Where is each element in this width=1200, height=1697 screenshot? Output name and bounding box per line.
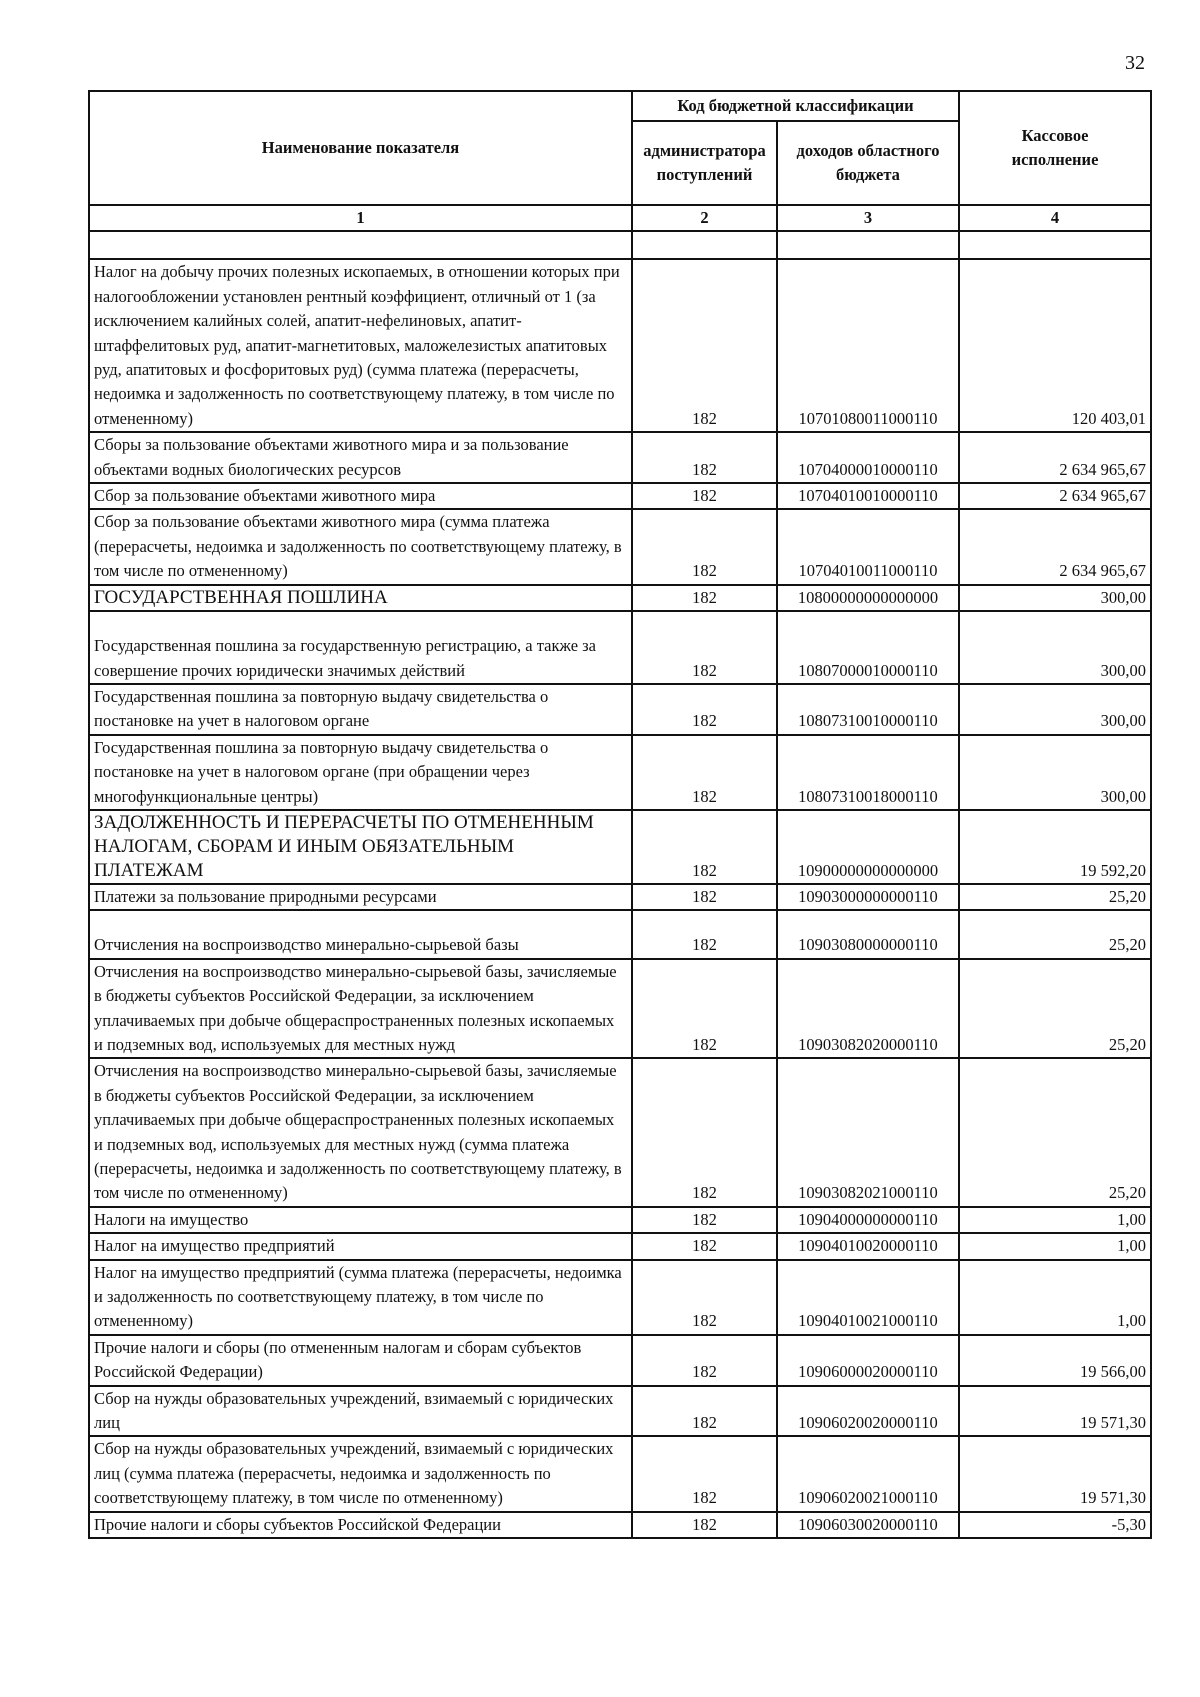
row-budget-code: 10904000000000110 (777, 1207, 959, 1233)
column-number: 1 (89, 205, 632, 231)
header-execution (959, 91, 1151, 205)
row-name-cell (89, 910, 632, 958)
column-number: 2 (632, 205, 777, 231)
row-admin-code: 182 (632, 611, 777, 684)
column-number: 3 (777, 205, 959, 231)
row-name: Отчисления на воспроизводство минерально-сырьевой базы (94, 935, 519, 955)
header-income-line2: бюджета (836, 165, 900, 184)
row-name: Платежи за пользование природными ресурсами (89, 884, 632, 910)
row-amount: 2 634 965,67 (959, 509, 1151, 584)
row-name-cell (89, 611, 632, 684)
row-budget-code: 10906030020000110 (777, 1512, 959, 1538)
table-row (89, 585, 1151, 611)
row-admin-code: 182 (632, 1260, 777, 1335)
row-amount: 25,20 (959, 959, 1151, 1059)
row-budget-code: 10904010020000110 (777, 1233, 959, 1259)
table-row (89, 735, 1151, 810)
budget-table (88, 90, 1152, 1539)
row-name: Налог на имущество предприятий (89, 1233, 632, 1259)
row-name: Налог на добычу прочих полезных ископаемых, в отношении которых при налогообложении установлен рентный коэффициент, отличный от 1 (за исключением калийных солей, апатит-нефелиновых, апатит-штаффелитовых руд, апатит-магнетитовых, маложелезистых апатитовых руд, апатитовых и фосфоритовых руд) (сумма платежа (перерасчеты, недоимка и задолженность по соответствующему платежу, в том числе по отмененному) (89, 259, 632, 432)
row-amount: 25,20 (959, 1058, 1151, 1206)
row-admin-code: 182 (632, 259, 777, 432)
row-amount: 300,00 (959, 611, 1151, 684)
table-row (89, 684, 1151, 735)
row-name: ГОСУДАРСТВЕННАЯ ПОШЛИНА (89, 585, 632, 611)
row-name: Сборы за пользование объектами животного мира и за пользование объектами водных биологических ресурсов (89, 432, 632, 483)
row-amount: 2 634 965,67 (959, 483, 1151, 509)
table-row (89, 1058, 1151, 1206)
table-row (89, 1512, 1151, 1538)
table-row (89, 259, 1151, 432)
table-row (89, 959, 1151, 1059)
column-number: 4 (959, 205, 1151, 231)
row-budget-code: 10903082020000110 (777, 959, 959, 1059)
row-name: Государственная пошлина за повторную выдачу свидетельства о постановке на учет в налоговом органе (89, 684, 632, 735)
header-income-line1: доходов областного (796, 140, 940, 160)
row-admin-code: 182 (632, 884, 777, 910)
row-name: Сбор на нужды образовательных учреждений, взимаемый с юридических лиц (89, 1386, 632, 1437)
row-admin-code: 182 (632, 1207, 777, 1233)
row-name: Сбор за пользование объектами животного мира (89, 483, 632, 509)
row-admin-code: 182 (632, 432, 777, 483)
row-amount: 300,00 (959, 684, 1151, 735)
table-row (89, 810, 1151, 884)
row-name: Сбор на нужды образовательных учреждений, взимаемый с юридических лиц (сумма платежа (перерасчеты, недоимка и задолженность по соответствующему платежу, в том числе по отмененному) (89, 1436, 632, 1511)
table-row (89, 1260, 1151, 1335)
row-amount: 1,00 (959, 1260, 1151, 1335)
row-name: Прочие налоги и сборы (по отмененным налогам и сборам субъектов Российской Федерации) (89, 1335, 632, 1386)
table-row (89, 1436, 1151, 1511)
row-budget-code: 10807310010000110 (777, 684, 959, 735)
table-row (89, 1207, 1151, 1233)
table-row (89, 910, 1151, 958)
row-name: Отчисления на воспроизводство минерально-сырьевой базы, зачисляемые в бюджеты субъектов Российской Федерации, за исключением уплачиваемых при добыче общераспространенных полезных ископаемых и подземных вод, используемых для местных нужд (89, 959, 632, 1059)
table-row (89, 432, 1151, 483)
row-amount: 1,00 (959, 1207, 1151, 1233)
row-name: Государственная пошлина за повторную выдачу свидетельства о постановке на учет в налоговом органе (при обращении через многофункциональные центры) (89, 735, 632, 810)
row-budget-code: 10904010021000110 (777, 1260, 959, 1335)
row-name: Прочие налоги и сборы субъектов Российской Федерации (89, 1512, 632, 1538)
row-budget-code: 10903080000000110 (777, 910, 959, 958)
row-amount: 19 571,30 (959, 1386, 1151, 1437)
column-numbers-row (89, 205, 1151, 231)
row-amount: 120 403,01 (959, 259, 1151, 432)
header-income (777, 121, 959, 205)
header-admin (632, 121, 777, 205)
row-budget-code: 10903000000000110 (777, 884, 959, 910)
row-name: Налоги на имущество (89, 1207, 632, 1233)
table-row (89, 884, 1151, 910)
row-admin-code: 182 (632, 910, 777, 958)
row-name: Отчисления на воспроизводство минерально-сырьевой базы, зачисляемые в бюджеты субъектов Российской Федерации, за исключением уплачиваемых при добыче общераспространенных полезных ископаемых и подземных вод, используемых для местных нужд (сумма платежа (перерасчеты, недоимка и задолженность по соответствующему платежу, в том числе по отмененному) (89, 1058, 632, 1206)
row-name: Налог на имущество предприятий (сумма платежа (перерасчеты, недоимка и задолженность по соответствующему платежу, в том числе по отмененному) (89, 1260, 632, 1335)
row-amount: 300,00 (959, 735, 1151, 810)
row-admin-code: 182 (632, 1512, 777, 1538)
header-execution-line2: исполнение (1011, 150, 1099, 169)
row-admin-code: 182 (632, 483, 777, 509)
row-amount: 25,20 (959, 884, 1151, 910)
table-row (89, 1233, 1151, 1259)
row-amount: 19 571,30 (959, 1436, 1151, 1511)
row-admin-code: 182 (632, 509, 777, 584)
spacer-row (89, 231, 1151, 259)
row-admin-code: 182 (632, 959, 777, 1059)
row-budget-code: 10906000020000110 (777, 1335, 959, 1386)
table-row (89, 483, 1151, 509)
table-row (89, 1335, 1151, 1386)
row-amount: 25,20 (959, 910, 1151, 958)
row-budget-code: 10704010010000110 (777, 483, 959, 509)
row-admin-code: 182 (632, 585, 777, 611)
row-admin-code: 182 (632, 1335, 777, 1386)
row-name: Государственная пошлина за государственную регистрацию, а также за совершение прочих юридически значимых действий (94, 636, 596, 680)
row-budget-code: 10704010011000110 (777, 509, 959, 584)
row-budget-code: 10807000010000110 (777, 611, 959, 684)
row-amount: 2 634 965,67 (959, 432, 1151, 483)
row-name: ЗАДОЛЖЕННОСТЬ И ПЕРЕРАСЧЕТЫ ПО ОТМЕНЕННЫМ НАЛОГАМ, СБОРАМ И ИНЫМ ОБЯЗАТЕЛЬНЫМ ПЛАТЕЖАМ (89, 810, 632, 884)
row-budget-code: 10807310018000110 (777, 735, 959, 810)
row-amount: 19 592,20 (959, 810, 1151, 884)
row-budget-code: 10903082021000110 (777, 1058, 959, 1206)
header-admin-line2: поступлений (656, 165, 753, 184)
row-admin-code: 182 (632, 735, 777, 810)
row-budget-code: 10704000010000110 (777, 432, 959, 483)
row-name: Сбор за пользование объектами животного мира (сумма платежа (перерасчеты, недоимка и задолженность по соответствующему платежу, в том числе по отмененному) (89, 509, 632, 584)
row-budget-code: 10906020020000110 (777, 1386, 959, 1437)
table-row (89, 509, 1151, 584)
table-row (89, 1386, 1151, 1437)
row-amount: 300,00 (959, 585, 1151, 611)
row-amount: 19 566,00 (959, 1335, 1151, 1386)
row-amount: -5,30 (959, 1512, 1151, 1538)
row-admin-code: 182 (632, 684, 777, 735)
row-admin-code: 182 (632, 1058, 777, 1206)
row-admin-code: 182 (632, 1386, 777, 1437)
header-budget-code-group: Код бюджетной классификации (632, 91, 959, 121)
header-name: Наименование показателя (89, 91, 632, 205)
page-number: 32 (1125, 52, 1145, 74)
row-admin-code: 182 (632, 1436, 777, 1511)
row-admin-code: 182 (632, 810, 777, 884)
row-budget-code: 10906020021000110 (777, 1436, 959, 1511)
row-admin-code: 182 (632, 1233, 777, 1259)
row-budget-code: 10701080011000110 (777, 259, 959, 432)
row-budget-code: 10900000000000000 (777, 810, 959, 884)
row-amount: 1,00 (959, 1233, 1151, 1259)
row-budget-code: 10800000000000000 (777, 585, 959, 611)
header-admin-line1: администратора (643, 140, 766, 160)
header-execution-line1: Кассовое (1021, 125, 1089, 145)
table-row (89, 611, 1151, 684)
